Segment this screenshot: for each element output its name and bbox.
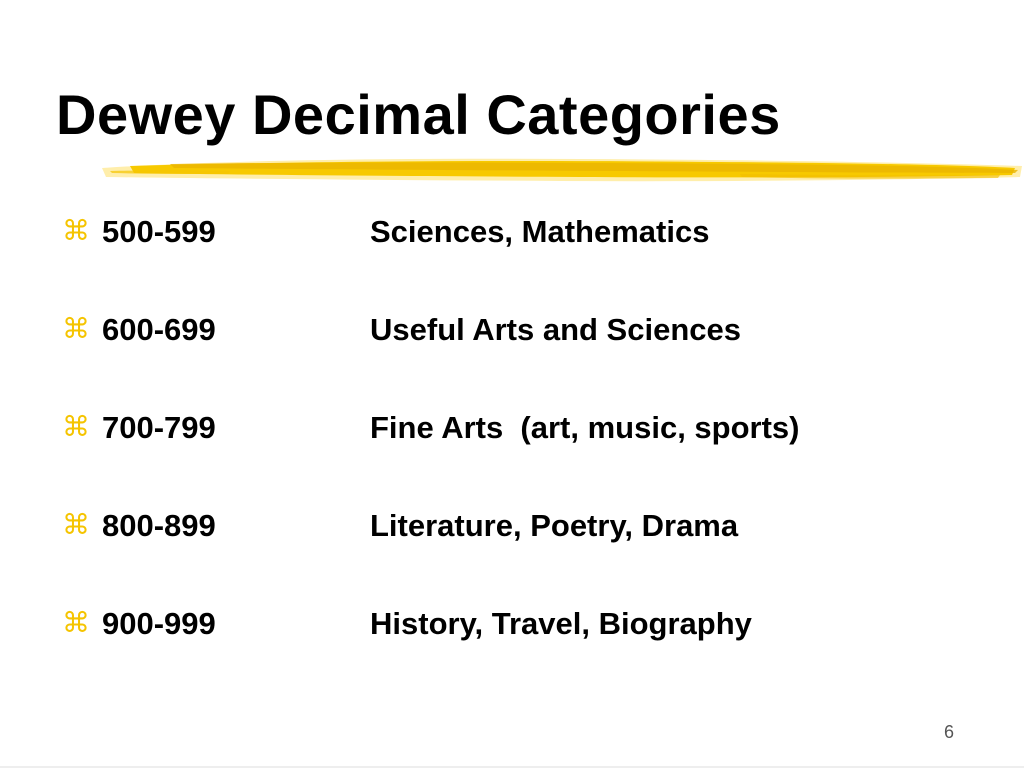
slide-title: Dewey Decimal Categories <box>56 83 781 146</box>
command-key-icon: ⌘ <box>62 606 90 639</box>
category-range: 900-999 <box>102 606 216 641</box>
category-description: History, Travel, Biography <box>370 606 752 641</box>
page-number: 6 <box>944 722 955 742</box>
command-key-icon: ⌘ <box>62 214 90 247</box>
command-key-icon: ⌘ <box>62 508 90 541</box>
category-description: Fine Arts (art, music, sports) <box>370 410 800 445</box>
command-key-icon: ⌘ <box>62 312 90 345</box>
category-range: 800-899 <box>102 508 216 543</box>
category-range: 700-799 <box>102 410 216 445</box>
category-description: Useful Arts and Sciences <box>370 312 741 347</box>
category-description: Sciences, Mathematics <box>370 214 710 249</box>
command-key-icon: ⌘ <box>62 410 90 443</box>
category-range: 600-699 <box>102 312 216 347</box>
category-description: Literature, Poetry, Drama <box>370 508 739 543</box>
title-underline-brushstroke <box>100 150 1024 190</box>
category-range: 500-599 <box>102 214 216 249</box>
